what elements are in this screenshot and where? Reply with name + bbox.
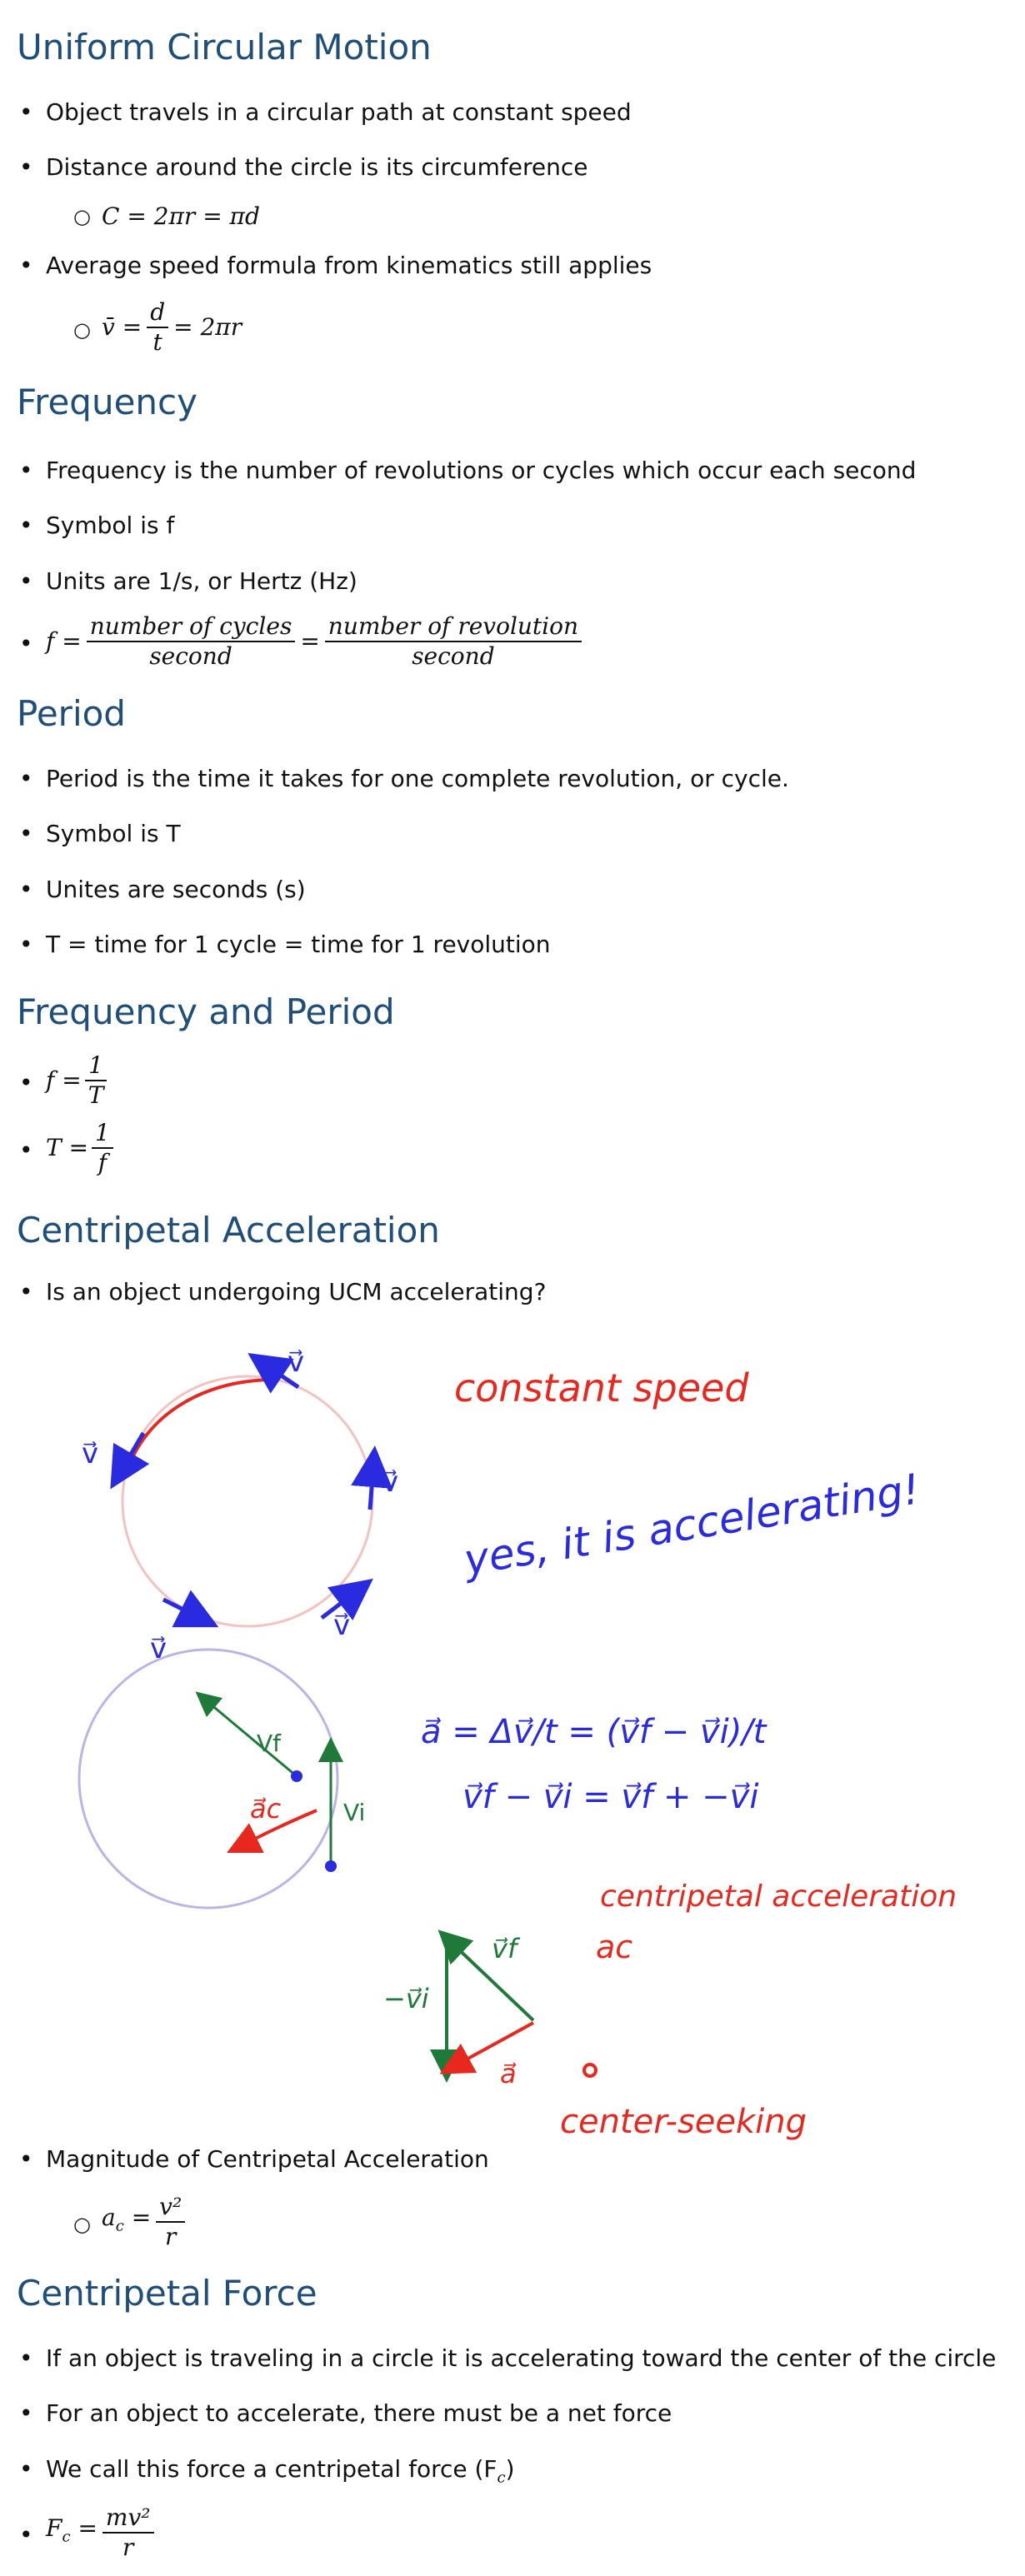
vi-label: Vi <box>343 1799 366 1826</box>
equation-fraction <box>87 612 296 671</box>
accelerating-note: yes, it is accelerating! <box>460 1465 923 1585</box>
list-item-text: Distance around the circle is its circumference <box>46 153 588 181</box>
equation: C = 2πr = πd <box>102 202 260 230</box>
bullet-icon: • <box>19 512 33 539</box>
list-item-text: Symbol is f <box>46 512 175 539</box>
red-dot <box>584 2064 596 2076</box>
list-item <box>19 612 587 671</box>
equation-subscript: c <box>115 2217 124 2235</box>
fraction-numerator: number of revolution <box>325 612 582 642</box>
list-item <box>19 1051 110 1110</box>
circle-bullet-icon: ○ <box>73 2213 91 2236</box>
list-item-text: We call this force a centripetal force $(F_c)$ <box>46 2455 515 2487</box>
bullet-icon: • <box>19 252 33 279</box>
list-item <box>73 202 260 231</box>
point-dot <box>291 1770 302 1782</box>
circle-mask <box>67 1841 85 1883</box>
list-item <box>19 765 789 793</box>
list-item-text: T = time for 1 cycle = time for 1 revolution <box>46 931 551 958</box>
list-item <box>19 2399 672 2428</box>
bullet-icon: • <box>19 931 33 958</box>
list-item <box>19 2145 489 2174</box>
bullet-icon: • <box>19 1278 33 1305</box>
equation-lhs: $F_c$ = <box>46 2514 98 2546</box>
list-item-text: Object travels in a circular path at constant speed <box>46 98 632 126</box>
equation-lhs: T = <box>46 1134 89 1161</box>
equation-lhs: f = <box>46 627 82 655</box>
list-item-text: Unites are seconds (s) <box>46 876 306 903</box>
equation-rhs: = 2πr <box>173 313 242 341</box>
motion-circle <box>122 1376 372 1626</box>
equation-subscript: c <box>62 2528 71 2546</box>
velocity-arrow <box>121 1433 143 1471</box>
bullet-icon: • <box>19 457 33 484</box>
equation-fraction <box>102 2504 154 2562</box>
list-item-text: Units are 1/s, or Hertz (Hz) <box>46 567 358 595</box>
bullet-icon: • <box>19 2521 33 2549</box>
equation-fraction <box>147 298 168 357</box>
bullet-icon: • <box>19 2145 33 2173</box>
fraction-denominator: second <box>412 642 495 670</box>
velocity-label: v⃗ <box>82 1437 99 1470</box>
equation-lhs: v̄ = <box>102 313 142 341</box>
list-item <box>19 512 175 540</box>
fraction-numerator: mv² <box>102 2504 154 2534</box>
section-title-centripetal-acceleration: Centripetal Acceleration <box>17 1210 440 1251</box>
acceleration-equation: a⃗ = Δv⃗/t = (v⃗f − v⃗i)/t <box>421 1713 767 1751</box>
fraction-denominator: r <box>165 2223 177 2250</box>
circle-bullet-icon: ○ <box>73 318 91 342</box>
fraction-numerator: d <box>147 298 168 328</box>
velocity-arrow <box>163 1600 200 1618</box>
bullet-icon: • <box>19 2399 33 2427</box>
ac-label: a⃗c <box>250 1793 282 1825</box>
list-item <box>19 1278 547 1306</box>
fraction-denominator: f <box>98 1149 108 1176</box>
list-item <box>73 298 242 357</box>
equation-fraction <box>92 1119 113 1177</box>
list-item <box>73 2193 190 2251</box>
fraction-denominator: r <box>122 2534 134 2561</box>
list-item <box>19 820 181 848</box>
list-item <box>19 876 306 904</box>
equation-equals: = <box>300 627 320 655</box>
triangle-a-label: a⃗ <box>500 2058 517 2089</box>
subscript: c <box>497 2469 506 2487</box>
section-title-centripetal-force: Centripetal Force <box>17 2273 318 2314</box>
velocity-label: v⃗ <box>333 1609 351 1642</box>
fraction-denominator: second <box>149 642 232 670</box>
list-item-text: If an object is traveling in a circle it is accelerating toward the center of the circle <box>46 2344 997 2372</box>
bullet-icon: • <box>19 98 33 126</box>
bullet-icon: • <box>19 2455 33 2483</box>
list-item-text: Magnitude of Centripetal Acceleration <box>46 2145 489 2173</box>
bullet-icon: • <box>19 630 33 657</box>
bullet-icon: • <box>19 1069 33 1096</box>
list-item-text: Symbol is T <box>46 820 181 847</box>
section-title-ucm: Uniform Circular Motion <box>17 27 432 67</box>
fraction-numerator: 1 <box>92 1119 113 1149</box>
list-item <box>19 931 551 959</box>
list-item <box>19 2344 997 2373</box>
list-item-text: Average speed formula from kinematics still applies <box>46 252 652 279</box>
vf-label: Vf <box>257 1730 282 1757</box>
list-item <box>19 457 917 485</box>
equation-fraction <box>325 612 582 671</box>
equation-lhs: f = <box>46 1066 82 1094</box>
list-item <box>19 1119 117 1177</box>
constant-speed-note: constant speed <box>454 1365 749 1410</box>
section-title-frequency-period: Frequency and Period <box>17 991 395 1032</box>
circle-bullet-icon: ○ <box>73 205 91 228</box>
list-item <box>19 153 588 182</box>
fraction-numerator: number of cycles <box>87 612 296 642</box>
list-item <box>19 2455 515 2493</box>
bullet-icon: • <box>19 2344 33 2372</box>
list-item <box>19 567 358 596</box>
fraction-numerator: 1 <box>85 1051 108 1081</box>
equation-fraction <box>85 1051 108 1110</box>
acceleration-equation: v⃗f − v⃗i = v⃗f + −v⃗i <box>462 1778 759 1816</box>
list-item <box>19 2504 159 2562</box>
bullet-icon: • <box>19 1136 33 1164</box>
list-item-text: For an object to accelerate, there must be a net force <box>46 2399 672 2427</box>
fraction-denominator: t <box>152 328 162 356</box>
velocity-label: v⃗ <box>288 1345 305 1379</box>
fraction-numerator: v² <box>156 2193 185 2223</box>
list-item-text: Frequency is the number of revolutions or cycles which occur each second <box>46 457 917 484</box>
list-item-text: Period is the time it takes for one complete revolution, or cycle. <box>46 765 789 792</box>
velocity-label: v⃗ <box>382 1465 399 1499</box>
bullet-icon: • <box>19 820 33 847</box>
handwritten-diagram <box>0 1325 1025 2149</box>
vf-vector <box>205 1700 297 1776</box>
center-seeking-note: center-seeking <box>560 2103 808 2141</box>
section-title-period: Period <box>17 693 126 734</box>
triangle-a <box>454 2023 533 2066</box>
list-item-text: Is an object undergoing UCM accelerating? <box>46 1278 547 1305</box>
bullet-icon: • <box>19 876 33 903</box>
bullet-icon: • <box>19 567 33 595</box>
equation-fraction <box>156 2193 185 2251</box>
triangle-vf-label: v⃗f <box>492 1933 518 1964</box>
section-title-frequency: Frequency <box>17 382 198 422</box>
list-item <box>19 98 632 127</box>
point-dot <box>325 1860 337 1872</box>
bullet-icon: • <box>19 765 33 792</box>
ac-note: ac <box>596 1929 633 1965</box>
list-item <box>19 252 652 280</box>
triangle-neg-vi-label: −v⃗i <box>383 1983 429 2014</box>
velocity-label: v⃗ <box>150 1632 168 1665</box>
equation-lhs: $a_c$ = <box>102 2203 152 2235</box>
bullet-icon: • <box>19 153 33 181</box>
centripetal-acceleration-note: centripetal acceleration <box>600 1880 958 1914</box>
fraction-denominator: T <box>88 1081 104 1109</box>
